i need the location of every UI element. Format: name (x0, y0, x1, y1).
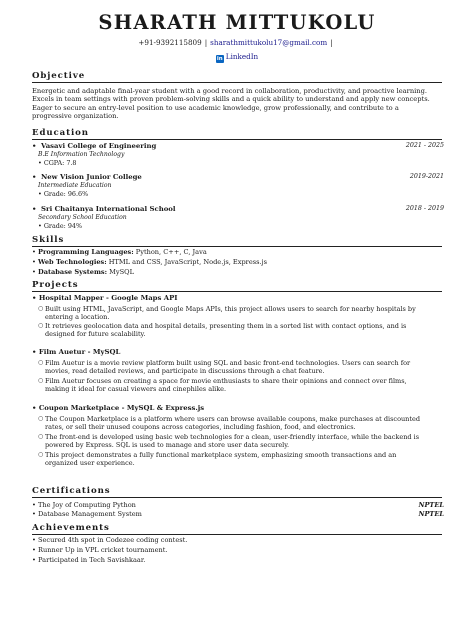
skill-item: • Programming Languages: Python, C++, C, Java (32, 248, 207, 256)
section-divider (32, 291, 442, 292)
achievements-heading: Achievements (32, 523, 110, 533)
project-title: • Coupon Marketplace - MySQL & Express.js (32, 404, 205, 412)
education-school: • Sri Chaitanya International School (32, 205, 176, 213)
education-score: • Grade: 96.6% (38, 190, 89, 198)
project-title: • Film Auetur - MySQL (32, 348, 121, 356)
section-divider (32, 82, 442, 83)
objective-line: progressive organization. (32, 111, 119, 120)
skill-item: • Database Systems: MySQL (32, 268, 134, 276)
objective-line: Energetic and adaptable final-year student with a good record in collaboration, productivity, and proactive learning. (32, 87, 428, 95)
education-degree: B.E Information Technology (38, 151, 125, 158)
phone-number: +91-9392115809 (138, 38, 202, 47)
contact-line (0, 38, 474, 47)
certifications-heading: Certifications (32, 486, 111, 496)
project-bullet: ○ This project demonstrates a fully functional marketplace system, emphasizing smooth transactions and an organized user experience. (38, 451, 397, 467)
project-bullet: ○ Film Auetur is a movie review platform built using SQL and basic front-end technologies. Users can search for movies, read detailed reviews, and participate in discussions through a chat feature. (38, 359, 411, 375)
education-degree: Intermediate Education (38, 182, 112, 189)
certification-name: • Database Management System (32, 510, 142, 518)
project-bullet: ○ It retrieves geolocation data and hospital details, presenting them in a sorted list with contact options, and is designed for future scalability. (38, 322, 407, 338)
skills-heading: Skills (32, 235, 65, 245)
linkedin-link[interactable]: LinkedIn (225, 52, 259, 61)
project-title: • Hospital Mapper - Google Maps API (32, 294, 178, 302)
section-divider (32, 139, 442, 140)
education-score: • CGPA: 7.8 (38, 159, 77, 167)
separator: | (330, 38, 333, 47)
section-divider (32, 246, 442, 247)
achievement-item: • Runner Up in VPL cricket tournament. (32, 546, 168, 554)
achievement-item: • Participated in Tech Savishkaar. (32, 556, 146, 564)
education-heading: Education (32, 128, 89, 138)
education-dates: 2018 - 2019 (405, 205, 444, 212)
achievement-item: • Secured 4th spot in Codezee coding contest. (32, 536, 188, 544)
skill-item: • Web Technologies: HTML and CSS, JavaScript, Node.js, Express.js (32, 258, 268, 266)
education-dates: 2019-2021 (409, 173, 444, 180)
project-bullet: ○ Film Auetur focuses on creating a space for movie enthusiasts to share their opinions and connect over films, making it ideal for casual viewers and cinephiles alike. (38, 377, 407, 393)
objective-text (32, 87, 446, 120)
education-school: • New Vision Junior College (32, 173, 142, 181)
projects-heading: Projects (32, 280, 79, 290)
certification-name: • The Joy of Computing Python (32, 501, 136, 509)
education-dates: 2021 - 2025 (405, 142, 444, 149)
education-school: • Vasavi College of Engineering (32, 142, 157, 150)
objective-line: Eager to secure an entry-level position to use academic knowledge, grow professionally, and contribute to a (32, 103, 399, 112)
certification-issuer: NPTEL (418, 501, 444, 509)
section-divider (32, 534, 442, 535)
objective-heading: Objective (32, 71, 86, 81)
project-bullet: ○ The front-end is developed using basic web technologies for a clean, user-friendly interface, while the backend is powered by Express. SQL is used to manage and store user data securely. (38, 433, 420, 449)
certification-issuer: NPTEL (418, 510, 444, 518)
separator: | (204, 38, 208, 47)
objective-line: Excels in team settings with proven problem-solving skills and a quick ability to understand and apply new concepts. (32, 95, 430, 104)
candidate-name: SHARATH MITTUKOLU (98, 11, 376, 34)
section-divider (32, 497, 442, 498)
education-degree: Secondary School Education (38, 214, 127, 221)
project-bullet: ○ Built using HTML, JavaScript, and Google Maps APIs, this project allows users to search for nearby hospitals by entering a location. (38, 305, 416, 321)
project-bullet: ○ The Coupon Marketplace is a platform where users can browse available coupons, make purchases at discounted rates, or sell their unused coupons across categories, including fashion, food, and electronics. (38, 415, 420, 431)
email-link[interactable]: sharathmittukolu17@gmail.com (210, 38, 328, 47)
linkedin-row (0, 52, 474, 63)
education-score: • Grade: 94% (38, 222, 83, 230)
linkedin-icon: in (216, 56, 223, 62)
